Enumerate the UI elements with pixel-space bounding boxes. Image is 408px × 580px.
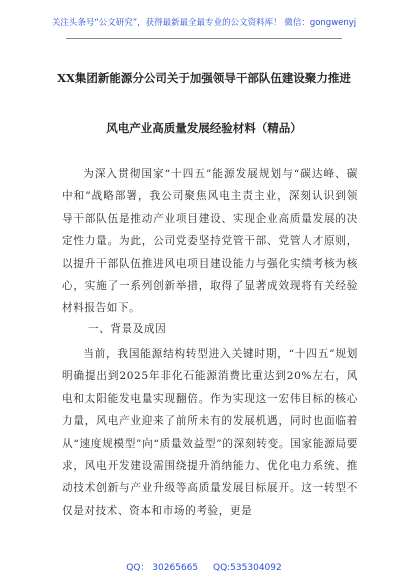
body-paragraph-2: 当前，我国能源结构转型进入关键时期，“十四五”规划明确提出到2025年非化石能源消费比重达到20%左右，风电和太阳能发电量实现翻倍。作为实现这一宏伟目标的核心力量，风电产业迎来了前所未有的发展机遇，同时也面临着从“速度规模型”向“质量效益型”的深刻转变。国家能源局要求，风电开发建设需围绕提升消纳能力、优化电力系统、推动技术创新与产业升级等高质量发展目标展开。这一转型不仅是对技术、资本和市场的考验，更是 <box>62 348 358 517</box>
document-title-line-1: XX集团新能源分公司关于加强领导干部队伍建设聚力推进 <box>57 71 351 85</box>
footer-contact-qq-1: QQ： 30265665 <box>126 563 199 573</box>
header-banner: 关注头条号“公文研究”，获得最新最全最专业的公文资料库！ 微信：gongwenyj <box>51 18 357 28</box>
footer-contact <box>0 560 408 573</box>
header-divider <box>66 38 342 39</box>
body-paragraph-1: 为深入贯彻国家“十四五”能源发展规划与“碳达峰、碳中和”战略部署，我公司聚焦风电主责主业，深刻认识到领导干部队伍是推动产业项目建设、实现企业高质量发展的决定性力量。为此，公司党委坚持党管干部、党管人才原则，以提升干部队伍推进风电项目建设能力与强化实绩考核为核心，实施了一系列创新举措，取得了显著成效现将有关经验材料报告如下。 <box>62 168 358 315</box>
section-heading-background: 一、背景及成因 <box>88 323 167 335</box>
document-title-line-2: 风电产业高质量发展经验材料（精品） <box>106 121 302 135</box>
footer-contact-qq-2: QQ:535304092 <box>212 563 282 573</box>
